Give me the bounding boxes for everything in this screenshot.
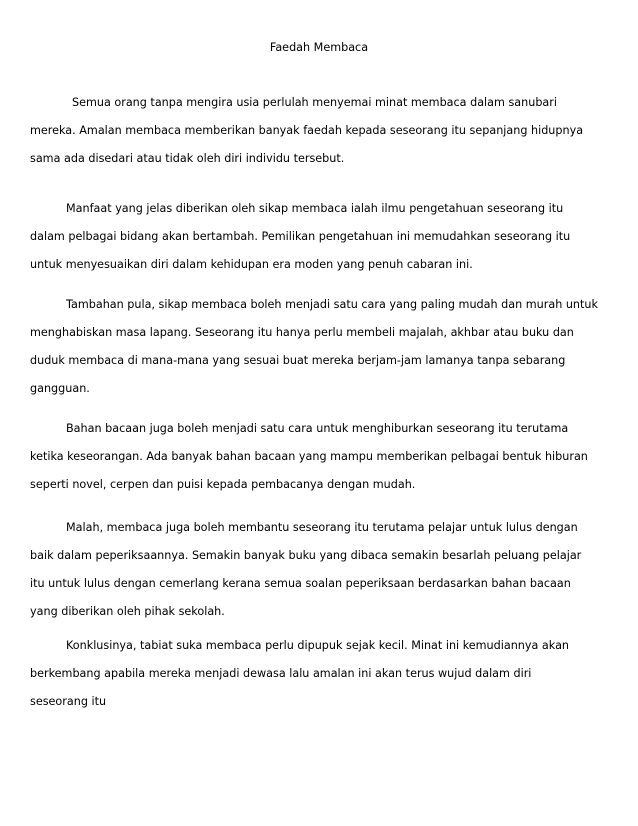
paragraph-line: Semua orang tanpa mengira usia perlulah menyemai minat membaca dalam sanubari (72, 96, 557, 109)
paragraph-line: sama ada disedari atau tidak oleh diri individu tersebut. (30, 152, 345, 165)
paragraph-1 (30, 95, 598, 179)
document-title: Faedah Membaca (269, 41, 369, 54)
paragraph-line: seseorang itu (30, 695, 107, 708)
paragraph-line: baik dalam peperiksaannya. Semakin banyak buku yang dibaca semakin besarlah peluang pelajar (30, 549, 582, 562)
paragraph-line: dalam pelbagai bidang akan bertambah. Pemilikan pengetahuan ini memudahkan seseorang itu (30, 230, 571, 243)
paragraph-line: yang diberikan oleh pihak sekolah. (30, 605, 225, 618)
paragraph-line: Bahan bacaan juga boleh menjadi satu cara untuk menghiburkan seseorang itu terutama (66, 422, 569, 435)
paragraph-line: gangguan. (30, 382, 90, 395)
paragraph-5 (30, 520, 598, 632)
paragraph-line: untuk menyesuaikan diri dalam kehidupan era moden yang penuh cabaran ini. (30, 258, 473, 271)
paragraph-line: mereka. Amalan membaca memberikan banyak faedah kepada seseorang itu sepanjang hidupnya (30, 124, 584, 137)
paragraph-2 (30, 201, 598, 285)
paragraph-line: berkembang apabila mereka menjadi dewasa lalu amalan ini akan terus wujud dalam diri (30, 667, 532, 680)
paragraph-line: ketika keseorangan. Ada banyak bahan bacaan yang mampu memberikan pelbagai bentuk hiburan (30, 450, 588, 463)
paragraph-line: seperti novel, cerpen dan puisi kepada pembacanya dengan mudah. (30, 478, 416, 491)
paragraph-line: Tambahan pula, sikap membaca boleh menjadi satu cara yang paling mudah dan murah untuk (66, 298, 598, 311)
paragraph-line: Konklusinya, tabiat suka membaca perlu dipupuk sejak kecil. Minat ini kemudiannya akan (66, 639, 570, 652)
paragraph-6 (30, 638, 598, 722)
paragraph-line: itu untuk lulus dengan cemerlang kerana semua soalan peperiksaan berdasarkan bahan bacaan (30, 577, 571, 590)
paragraph-4 (30, 421, 598, 505)
paragraph-line: Manfaat yang jelas diberikan oleh sikap membaca ialah ilmu pengetahuan seseorang itu (66, 202, 564, 215)
paragraph-line: menghabiskan masa lapang. Seseorang itu hanya perlu membeli majalah, akhbar atau buku dan (30, 326, 574, 339)
paragraph-line: Malah, membaca juga boleh membantu seseorang itu terutama pelajar untuk lulus dengan (66, 521, 578, 534)
paragraph-line: duduk membaca di mana-mana yang sesuai buat mereka berjam-jam lamanya tanpa sebarang (30, 354, 566, 367)
paragraph-3 (30, 297, 598, 409)
